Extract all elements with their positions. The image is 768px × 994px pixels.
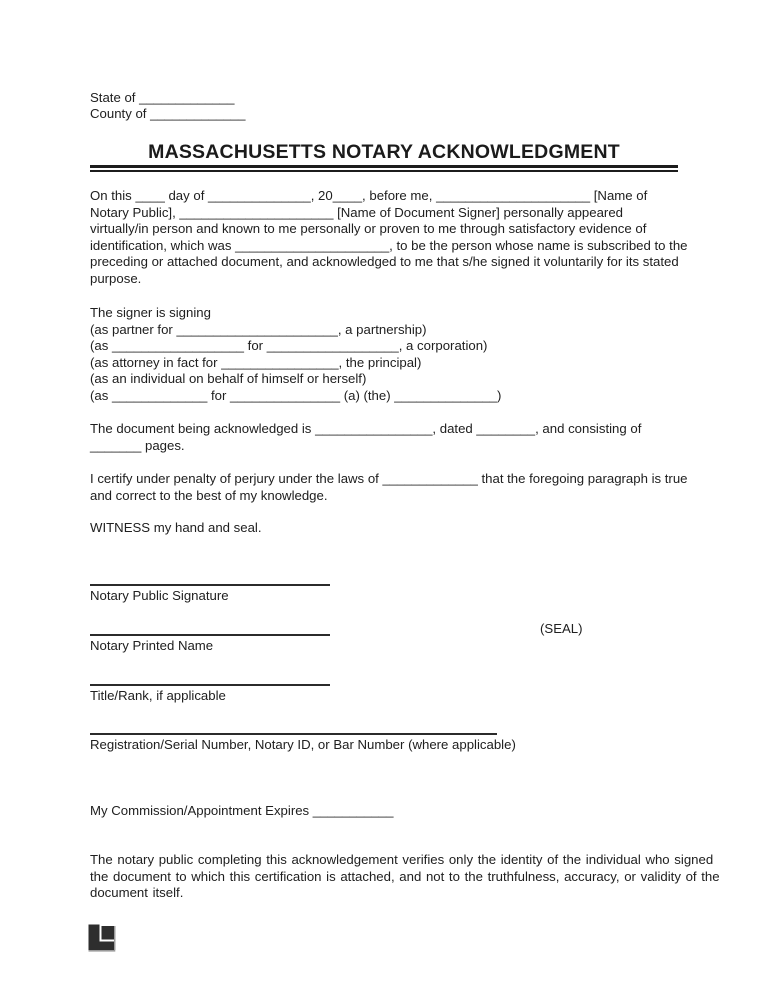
- title-rank-line: [90, 684, 330, 686]
- disclaimer-line: the document to which this certification is attached, and not to the truthfulness, accuracy, or validity of the: [90, 868, 720, 884]
- disclaimer-line: document itself.: [90, 885, 184, 900]
- notary-printed-name-line: [90, 634, 330, 636]
- signer-line: (as an individual on behalf of himself or herself): [90, 371, 367, 386]
- certify-line: and correct to the best of my knowledge.: [90, 487, 328, 503]
- commission-expiration-line: My Commission/Appointment Expires ___________: [90, 803, 394, 818]
- seal-placeholder: (SEAL): [540, 621, 583, 636]
- title-rank-field: [90, 684, 330, 705]
- notary-signature-line: [90, 584, 330, 586]
- notary-printed-name-label: Notary Printed Name: [90, 638, 214, 653]
- certification-paragraph: [90, 471, 688, 504]
- disclaimer-line: The notary public completing this acknowledgement verifies only the identity of the individual who signed: [90, 852, 714, 867]
- signer-line: The signer is signing: [90, 305, 211, 320]
- intro-line: preceding or attached document, and acknowledged to me that s/he signed it voluntarily for its stated: [90, 254, 679, 269]
- document-description-paragraph: [90, 421, 641, 454]
- signer-line: (as __________________ for __________________, a corporation): [90, 338, 488, 353]
- title-rank-label: Title/Rank, if applicable: [90, 688, 226, 703]
- legal-templates-logo-icon: [88, 924, 116, 952]
- intro-line: virtually/in person and known to me personally or proven to me through satisfactory evidence of: [90, 221, 647, 236]
- notary-signature-field: [90, 584, 330, 605]
- intro-line: Notary Public], _____________________ [Name of Document Signer] personally appeared: [90, 204, 623, 220]
- notary-signature-label: Notary Public Signature: [90, 588, 229, 603]
- signer-line: (as attorney in fact for ________________, the principal): [90, 354, 422, 370]
- title-divider-rule: [90, 165, 678, 172]
- registration-number-line: [90, 733, 497, 735]
- intro-paragraph: [90, 188, 688, 287]
- intro-line: On this ____ day of ______________, 20____, before me, _____________________ [Name of: [90, 188, 648, 203]
- signer-line: (as partner for ______________________, a partnership): [90, 321, 427, 337]
- disclaimer-paragraph: [90, 852, 720, 902]
- registration-number-label: Registration/Serial Number, Notary ID, or Bar Number (where applicable): [90, 737, 516, 752]
- signer-line: (as _____________ for _______________ (a) (the) ______________): [90, 387, 502, 403]
- notary-printed-name-field: [90, 621, 583, 655]
- intro-line: identification, which was _____________________, to be the person whose name is subscribed to the: [90, 237, 688, 253]
- document-line: _______ pages.: [90, 437, 185, 453]
- state-of-line: State of _____________: [90, 90, 235, 105]
- intro-line: purpose.: [90, 270, 142, 286]
- registration-number-field: [90, 733, 516, 754]
- signer-capacity-section: [90, 305, 501, 404]
- page-title: MASSACHUSETTS NOTARY ACKNOWLEDGMENT: [148, 141, 620, 163]
- certify-line: I certify under penalty of perjury under the laws of _____________ that the foregoing paragraph is true: [90, 471, 688, 486]
- county-of-line: County of _____________: [90, 106, 246, 121]
- document-line: The document being acknowledged is ________________, dated ________, and consisting of: [90, 421, 642, 436]
- witness-statement: WITNESS my hand and seal.: [90, 520, 262, 535]
